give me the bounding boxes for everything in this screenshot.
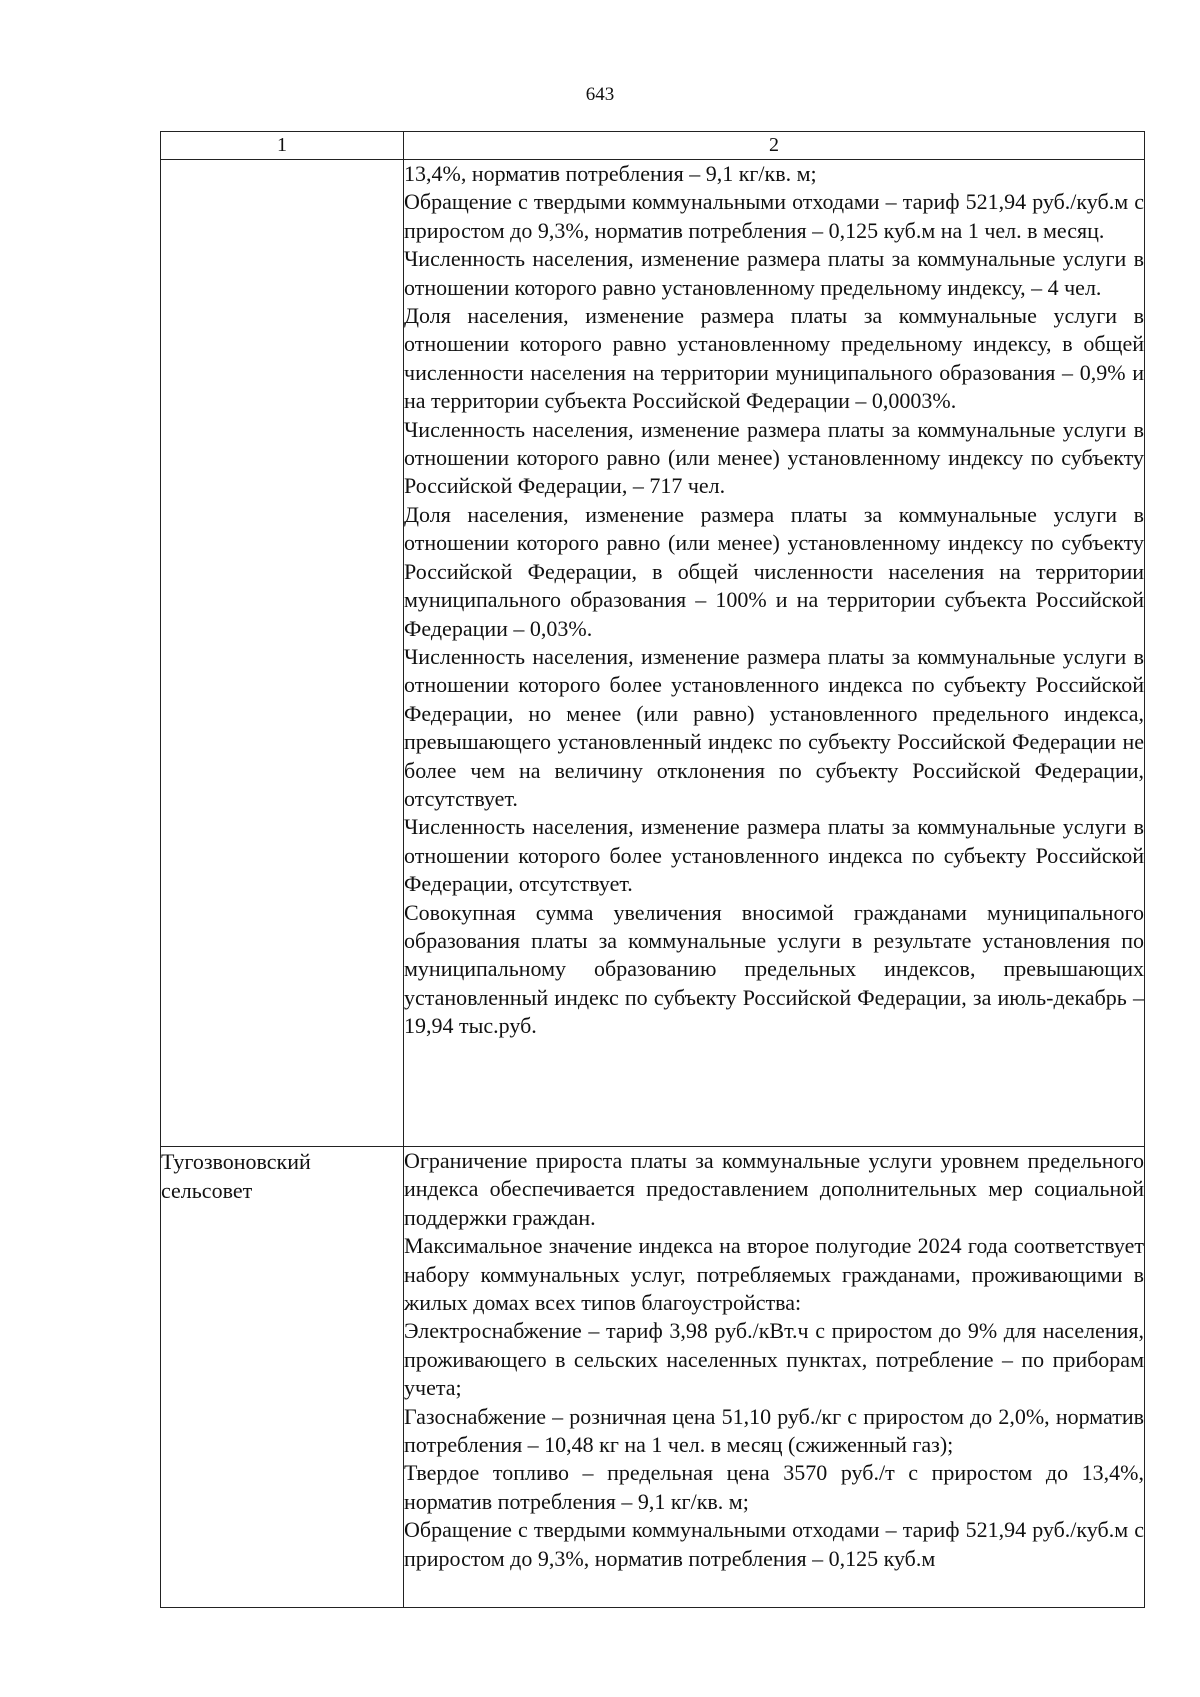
column-header-1: 1 <box>161 132 404 160</box>
paragraph: Твердое топливо – предельная цена 3570 руб./т с приростом до 13,4%, норматив потребления – 9,1 кг/кв. м; <box>404 1460 1144 1514</box>
municipality-cell <box>161 1147 404 1608</box>
description-cell <box>404 160 1145 1147</box>
paragraph: Доля населения, изменение размера платы за коммунальные услуги в отношении которого равно установленному предельному индексу, в общей численности населения на территории муниципального образования – 0,9% и на территории субъекта Российской Федерации – 0,0003%. <box>404 303 1144 414</box>
document-table <box>160 131 1145 1608</box>
paragraph: Электроснабжение – тариф 3,98 руб./кВт.ч с приростом до 9% для населения, проживающего в сельских населенных пунктах, потребление – по приборам учета; <box>404 1318 1144 1401</box>
municipality-name: Тугозвоновский сельсовет <box>161 1149 311 1203</box>
paragraph: 13,4%, норматив потребления – 9,1 кг/кв. м; <box>404 161 817 186</box>
paragraph: Совокупная сумма увеличения вносимой гражданами муниципального образования платы за коммунальные услуги в результате установления по муниципальному образованию предельных индексов, превышающих установленный индекс по субъекту Российской Федерации, за июль-декабрь – 19,94 тыс.руб. <box>404 899 1144 1039</box>
paragraph: Газоснабжение – розничная цена 51,10 руб./кг с приростом до 2,0%, норматив потребления – 10,48 кг на 1 чел. в месяц (сжиженный газ); <box>404 1403 1144 1458</box>
paragraph: Обращение с твердыми коммунальными отходами – тариф 521,94 руб./куб.м с приростом до 9,3%, норматив потребления – 0,125 куб.м на 1 чел. в месяц. <box>404 189 1144 243</box>
paragraph: Ограничение прироста платы за коммунальные услуги уровнем предельного индекса обеспечивается предоставлением дополнительных мер социальной поддержки граждан. <box>404 1148 1144 1230</box>
table-row <box>161 1147 1145 1608</box>
table-header-row <box>161 132 1145 160</box>
column-header-2: 2 <box>404 132 1145 160</box>
paragraph: Численность населения, изменение размера платы за коммунальные услуги в отношении которого более установленного индекса по субъекту Российской Федерации, но менее (или равно) установленного предельного индекса, превышающего установленный индекс по субъекту Российской Федерации не более чем на величину отклонения по субъекту Российской Федерации, отсутствует. <box>404 643 1144 811</box>
paragraph: Обращение с твердыми коммунальными отходами – тариф 521,94 руб./куб.м с приростом до 9,3%, норматив потребления – 0,125 куб.м <box>404 1517 1144 1571</box>
paragraph: Максимальное значение индекса на второе полугодие 2024 года соответствует набору коммунальных услуг, потребляемых гражданами, проживающими в жилых домах всех типов благоустройства: <box>404 1233 1144 1316</box>
paragraph: Численность населения, изменение размера платы за коммунальные услуги в отношении которого равно (или менее) установленному индексу по субъекту Российской Федерации, – 717 чел. <box>404 416 1144 499</box>
page-number: 643 <box>585 84 615 105</box>
paragraph: Численность населения, изменение размера платы за коммунальные услуги в отношении которого равно установленному предельному индексу, – 4 чел. <box>404 246 1144 300</box>
paragraph: Численность населения, изменение размера платы за коммунальные услуги в отношении которого более установленного индекса по субъекту Российской Федерации, отсутствует. <box>404 814 1144 897</box>
description-cell <box>404 1147 1145 1608</box>
table-row <box>161 160 1145 1147</box>
paragraph: Доля населения, изменение размера платы за коммунальные услуги в отношении которого равно (или менее) установленному индексу по субъекту Российской Федерации, в общей численности населения на территории муниципального образования – 100% и на территории субъекта Российской Федерации – 0,03%. <box>404 501 1144 641</box>
municipality-cell <box>161 160 404 1147</box>
